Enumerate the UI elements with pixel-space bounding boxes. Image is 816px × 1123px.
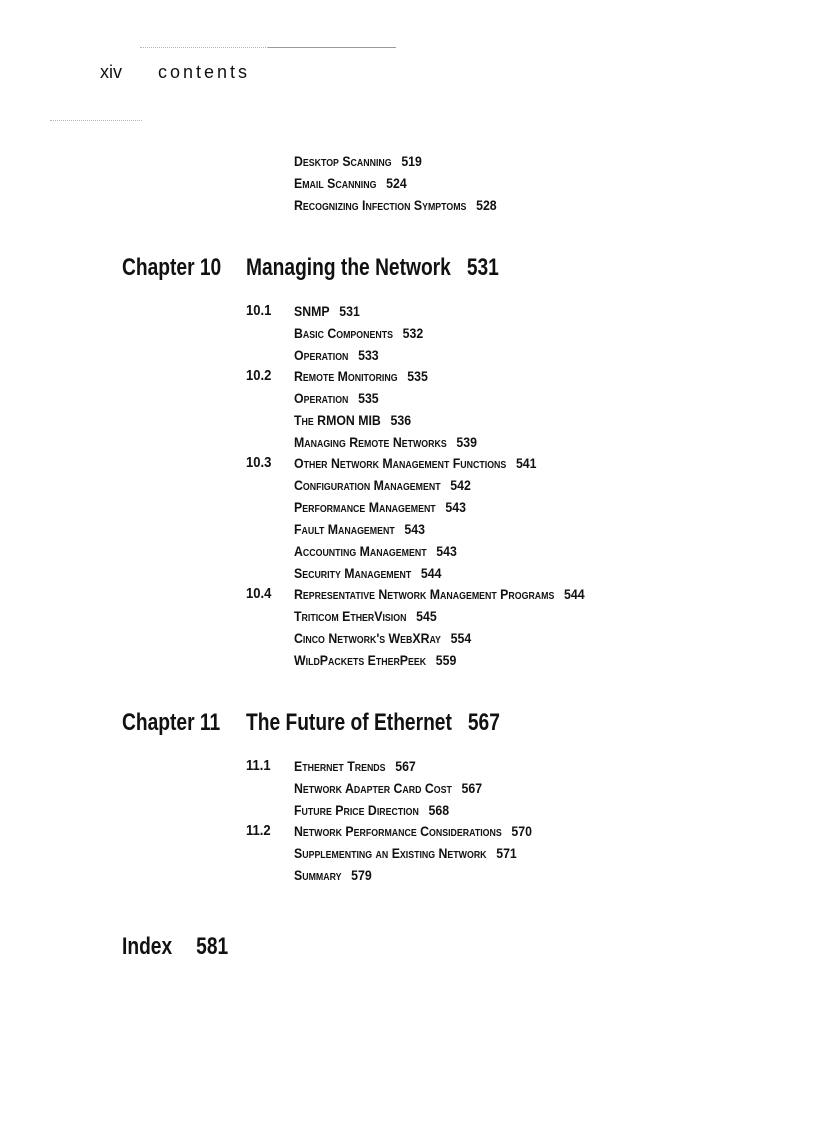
subsection-entry: Cinco Network's WebXRay 554	[294, 630, 472, 646]
section-number: 11.1	[246, 758, 271, 774]
subsection-entry: Operation 535	[294, 390, 379, 406]
chapter-title: The Future of Ethernet 567	[246, 709, 500, 736]
margin-rule	[50, 120, 142, 121]
subsection-entry: Managing Remote Networks 539	[294, 434, 477, 450]
header-rule-solid	[268, 47, 396, 48]
chapter-title: Managing the Network 531	[246, 254, 499, 281]
subsection-entry: Accounting Management 543	[294, 543, 457, 559]
page-number: xiv	[100, 62, 122, 82]
toc-entry: Recognizing Infection Symptoms 528	[294, 197, 497, 213]
section-number: 10.4	[246, 586, 272, 602]
subsection-entry: Triticom EtherVision 545	[294, 608, 437, 624]
index-entry: Index 581	[122, 933, 229, 960]
section-entry: Remote Monitoring 535	[294, 368, 428, 384]
section-entry: Ethernet Trends 567	[294, 758, 416, 774]
section-number: 10.3	[246, 455, 272, 471]
chapter-label: Chapter 11	[122, 709, 221, 736]
subsection-entry: Configuration Management 542	[294, 477, 471, 493]
subsection-entry: Performance Management 543	[294, 499, 466, 515]
toc-entry: Desktop Scanning 519	[294, 153, 422, 169]
subsection-entry: Supplementing an Existing Network 571	[294, 845, 517, 861]
subsection-entry: Basic Components 532	[294, 325, 424, 341]
subsection-entry: Operation 533	[294, 347, 379, 363]
subsection-entry: Summary 579	[294, 867, 372, 883]
toc-entry: Email Scanning 524	[294, 175, 407, 191]
subsection-entry: Fault Management 543	[294, 521, 425, 537]
subsection-entry: Future Price Direction 568	[294, 802, 450, 818]
subsection-entry: Security Management 544	[294, 565, 442, 581]
section-entry: Representative Network Management Programs 544	[294, 586, 585, 602]
section-number: 10.2	[246, 368, 272, 384]
subsection-entry: Network Adapter Card Cost 567	[294, 780, 483, 796]
section-number: 11.2	[246, 823, 271, 839]
section-entry: SNMP 531	[294, 303, 360, 319]
section-entry: Other Network Management Functions 541	[294, 455, 537, 471]
running-title: contents	[158, 62, 251, 82]
section-entry: Network Performance Considerations 570	[294, 823, 532, 839]
chapter-label: Chapter 10	[122, 254, 222, 281]
section-number: 10.1	[246, 303, 272, 319]
subsection-entry: WildPackets EtherPeek 559	[294, 652, 457, 668]
subsection-entry: The RMON MIB 536	[294, 412, 412, 428]
